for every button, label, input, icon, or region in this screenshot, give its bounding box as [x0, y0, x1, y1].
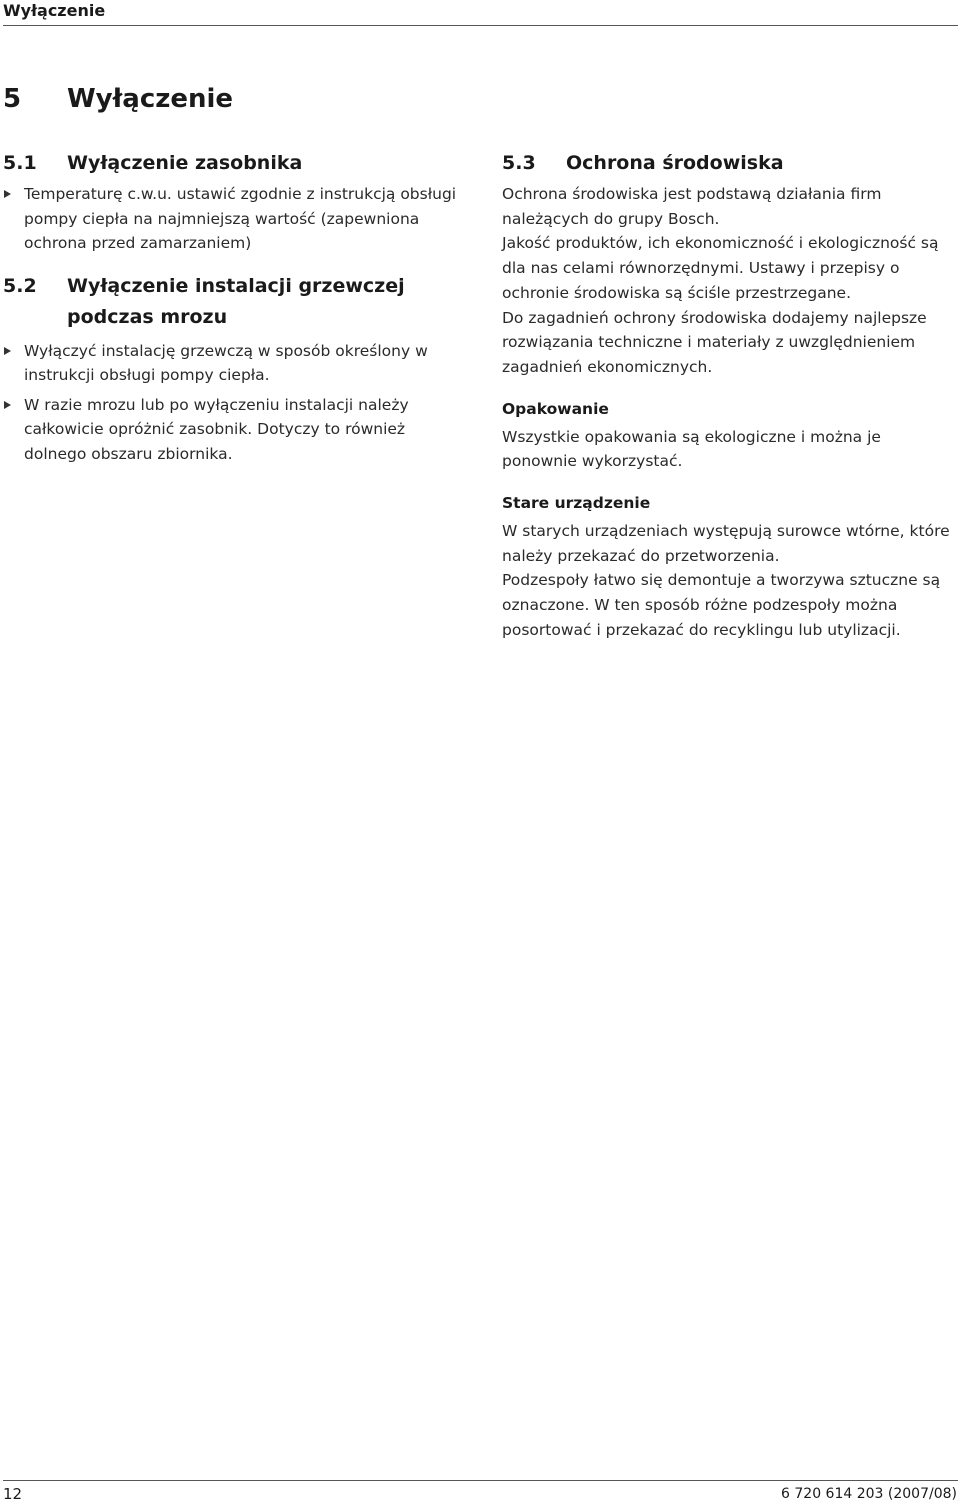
bullet-text: W razie mrozu lub po wyłączeniu instalacji należy całkowicie opróżnić zasobnik. Dotyczy to również dolnego obszaru zbiornika. — [24, 395, 409, 463]
bullet-item — [3, 182, 463, 256]
section-5-1-heading — [3, 148, 463, 179]
section-5-1-title: Wyłączenie zasobnika — [67, 152, 303, 174]
right-column — [502, 148, 958, 643]
bullet-arrow-icon — [4, 347, 11, 355]
bullet-text: Temperaturę c.w.u. ustawić zgodnie z instrukcją obsługi pompy ciepła na najmniejszą wartość (zapewniona ochrona przed zamarzaniem) — [24, 185, 457, 252]
packaging-heading: Opakowanie — [502, 399, 609, 418]
bullet-arrow-icon — [4, 401, 11, 409]
section-5-3-title: Ochrona środowiska — [566, 152, 784, 174]
chapter-title — [3, 82, 233, 116]
section-5-3-heading — [502, 148, 958, 179]
bullet-item — [3, 393, 463, 467]
chapter-title-text: Wyłączenie — [67, 84, 234, 114]
bullet-item — [3, 339, 463, 388]
section-5-2-title: Wyłączenie instalacji grzewczej podczas mrozu — [67, 274, 405, 328]
document-code: 6 720 614 203 (2007/08) — [781, 1486, 957, 1502]
left-column — [3, 148, 463, 466]
chapter-number: 5 — [3, 84, 22, 114]
old-device-heading: Stare urządzenie — [502, 494, 651, 513]
packaging-text: Wszystkie opakowania są ekologiczne i można je ponownie wykorzystać. — [502, 427, 881, 471]
section-5-1-number: 5.1 — [3, 152, 37, 174]
page-number: 12 — [3, 1485, 23, 1503]
section-5-2-number: 5.2 — [3, 274, 37, 297]
paragraph: Do zagadnień ochrony środowiska dodajemy najlepsze rozwiązania techniczne i materiały z uwzględnieniem zagadnień ekonomicznych. — [502, 308, 927, 376]
section-5-3-number: 5.3 — [502, 152, 536, 174]
bullet-text: Wyłączyć instalację grzewczą w sposób określony w instrukcji obsługi pompy ciepła. — [24, 341, 428, 384]
paragraph: Ochrona środowiska jest podstawą działania firm należących do grupy Bosch. — [502, 185, 882, 228]
header-rule — [3, 25, 958, 26]
running-header: Wyłączenie — [3, 1, 106, 20]
paragraph: W starych urządzeniach występują surowce wtórne, które należy przekazać do przetworzenia. — [502, 522, 950, 565]
bullet-arrow-icon — [4, 190, 11, 198]
paragraph: Podzespoły łatwo się demontuje a tworzywa sztuczne są oznaczone. W ten sposób różne podzespoły można posortować i przekazać do recyklingu lub utylizacji. — [502, 571, 941, 639]
paragraph: Jakość produktów, ich ekonomiczność i ekologiczność są dla nas celami równorzędnymi. Ustawy i przepisy o ochronie środowiska są ściśle przestrzegane. — [502, 234, 939, 302]
footer-rule — [3, 1480, 958, 1481]
section-5-2-heading — [3, 271, 463, 333]
